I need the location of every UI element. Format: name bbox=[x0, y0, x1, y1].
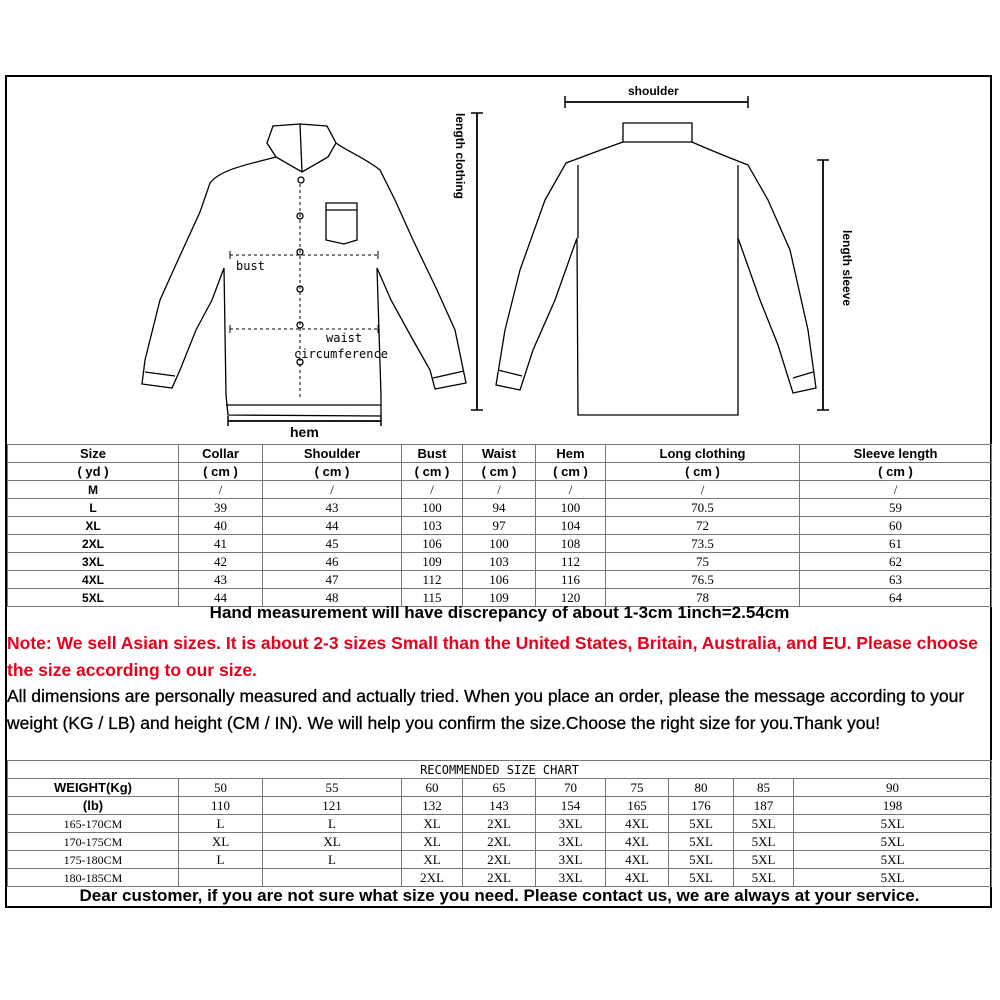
size-table bbox=[7, 444, 992, 607]
size-row bbox=[8, 553, 992, 571]
unit-cell: ( cm ) bbox=[179, 463, 263, 481]
size-value-cell: / bbox=[463, 481, 536, 499]
customer-service-footer: Dear customer, if you are not sure what size you need. Please contact us, we are always at your service. bbox=[79, 886, 920, 905]
header-long-clothing: Long clothing bbox=[606, 445, 800, 463]
shoulder-label: shoulder bbox=[628, 84, 679, 98]
recommended-cell: 187 bbox=[734, 797, 794, 815]
size-table-unit-row bbox=[8, 463, 992, 481]
recommended-cell: 5XL bbox=[734, 869, 794, 887]
size-value-cell: 64 bbox=[800, 589, 992, 607]
recommended-row-label: 180-185CM bbox=[8, 869, 179, 887]
recommended-row bbox=[8, 833, 992, 851]
size-value-cell: 104 bbox=[536, 517, 606, 535]
recommended-cell: 132 bbox=[402, 797, 463, 815]
hem-label: hem bbox=[290, 424, 319, 440]
header-sleeve-length: Sleeve length bbox=[800, 445, 992, 463]
size-value-cell: 97 bbox=[463, 517, 536, 535]
bust-label: bust bbox=[236, 259, 265, 273]
size-value-cell: 100 bbox=[463, 535, 536, 553]
size-table-header-row bbox=[8, 445, 992, 463]
recommended-row bbox=[8, 869, 992, 887]
recommended-title-row bbox=[8, 761, 992, 779]
size-row bbox=[8, 571, 992, 589]
recommended-cell: 3XL bbox=[536, 833, 606, 851]
unit-cell: ( cm ) bbox=[800, 463, 992, 481]
length-sleeve-label: length sleeve bbox=[840, 230, 854, 307]
shirt-diagrams bbox=[0, 0, 1000, 445]
size-value-cell: 61 bbox=[800, 535, 992, 553]
size-value-cell: 43 bbox=[263, 499, 402, 517]
recommended-cell: 85 bbox=[734, 779, 794, 797]
recommended-row bbox=[8, 851, 992, 869]
size-value-cell: 46 bbox=[263, 553, 402, 571]
recommended-row-label: WEIGHT(Kg) bbox=[8, 779, 179, 797]
back-measure-lines bbox=[565, 96, 829, 410]
recommended-cell: 143 bbox=[463, 797, 536, 815]
recommended-cell: 5XL bbox=[794, 815, 992, 833]
size-value-cell: 62 bbox=[800, 553, 992, 571]
recommended-cell: 176 bbox=[669, 797, 734, 815]
recommended-cell: 2XL bbox=[463, 869, 536, 887]
unit-cell: ( cm ) bbox=[606, 463, 800, 481]
header-shoulder: Shoulder bbox=[263, 445, 402, 463]
size-label-cell: M bbox=[8, 481, 179, 499]
size-value-cell: 47 bbox=[263, 571, 402, 589]
size-row bbox=[8, 535, 992, 553]
recommended-row-label: 165-170CM bbox=[8, 815, 179, 833]
size-value-cell: 109 bbox=[402, 553, 463, 571]
unit-cell: ( cm ) bbox=[263, 463, 402, 481]
size-value-cell: 76.5 bbox=[606, 571, 800, 589]
size-value-cell: / bbox=[402, 481, 463, 499]
size-value-cell: / bbox=[606, 481, 800, 499]
size-label-cell: 5XL bbox=[8, 589, 179, 607]
size-value-cell: 120 bbox=[536, 589, 606, 607]
header-hem: Hem bbox=[536, 445, 606, 463]
size-value-cell: 42 bbox=[179, 553, 263, 571]
size-value-cell: / bbox=[179, 481, 263, 499]
circumference-label: circumference bbox=[294, 347, 388, 361]
recommended-cell: 55 bbox=[263, 779, 402, 797]
recommended-cell: L bbox=[263, 851, 402, 869]
recommended-cell: 2XL bbox=[463, 851, 536, 869]
recommended-cell: 3XL bbox=[536, 869, 606, 887]
size-value-cell: 63 bbox=[800, 571, 992, 589]
recommended-cell: XL bbox=[402, 833, 463, 851]
size-label-cell: 2XL bbox=[8, 535, 179, 553]
unit-cell: ( cm ) bbox=[536, 463, 606, 481]
size-value-cell: 75 bbox=[606, 553, 800, 571]
size-value-cell: 60 bbox=[800, 517, 992, 535]
recommended-cell: 70 bbox=[536, 779, 606, 797]
size-row bbox=[8, 481, 992, 499]
recommended-cell: 5XL bbox=[734, 833, 794, 851]
unit-cell: ( cm ) bbox=[463, 463, 536, 481]
recommended-cell: 5XL bbox=[669, 851, 734, 869]
size-label-cell: 4XL bbox=[8, 571, 179, 589]
recommended-cell: 5XL bbox=[669, 815, 734, 833]
size-value-cell: 100 bbox=[536, 499, 606, 517]
size-value-cell: 116 bbox=[536, 571, 606, 589]
size-label-cell: 3XL bbox=[8, 553, 179, 571]
recommended-cell: 5XL bbox=[794, 833, 992, 851]
recommended-cell: 4XL bbox=[606, 833, 669, 851]
waist-label: waist bbox=[326, 331, 363, 345]
recommended-cell: 5XL bbox=[734, 851, 794, 869]
recommended-cell: 2XL bbox=[463, 833, 536, 851]
recommended-cell: 5XL bbox=[734, 815, 794, 833]
size-value-cell: 44 bbox=[179, 589, 263, 607]
discrepancy-notice: Hand measurement will have discrepancy of about 1-3cm 1inch=2.54cm bbox=[209, 603, 790, 622]
recommended-cell: L bbox=[263, 815, 402, 833]
recommended-cell: 50 bbox=[179, 779, 263, 797]
recommended-cell: 75 bbox=[606, 779, 669, 797]
recommended-row bbox=[8, 779, 992, 797]
recommended-cell: 3XL bbox=[536, 815, 606, 833]
size-value-cell: 115 bbox=[402, 589, 463, 607]
size-value-cell: 100 bbox=[402, 499, 463, 517]
recommended-row-label: 175-180CM bbox=[8, 851, 179, 869]
recommended-cell: 2XL bbox=[402, 869, 463, 887]
recommended-cell: 198 bbox=[794, 797, 992, 815]
recommended-cell: L bbox=[179, 851, 263, 869]
unit-cell: ( cm ) bbox=[402, 463, 463, 481]
size-value-cell: / bbox=[536, 481, 606, 499]
recommended-title: RECOMMENDED SIZE CHART bbox=[8, 761, 992, 779]
size-label-cell: XL bbox=[8, 517, 179, 535]
size-value-cell: 108 bbox=[536, 535, 606, 553]
header-collar: Collar bbox=[179, 445, 263, 463]
recommended-cell: 154 bbox=[536, 797, 606, 815]
recommended-cell: 5XL bbox=[794, 869, 992, 887]
front-shirt-drawing bbox=[142, 124, 466, 416]
size-value-cell: 103 bbox=[463, 553, 536, 571]
recommended-cell: 2XL bbox=[463, 815, 536, 833]
size-row bbox=[8, 499, 992, 517]
unit-cell: ( yd ) bbox=[8, 463, 179, 481]
recommended-row-label: (lb) bbox=[8, 797, 179, 815]
recommended-cell: 121 bbox=[263, 797, 402, 815]
recommended-cell: 90 bbox=[794, 779, 992, 797]
size-value-cell: 59 bbox=[800, 499, 992, 517]
header-waist: Waist bbox=[463, 445, 536, 463]
size-value-cell: 44 bbox=[263, 517, 402, 535]
size-value-cell: 45 bbox=[263, 535, 402, 553]
recommended-cell bbox=[263, 869, 402, 887]
recommended-row bbox=[8, 797, 992, 815]
recommended-table-body bbox=[8, 779, 992, 887]
size-value-cell: 112 bbox=[402, 571, 463, 589]
asian-size-note: Note: We sell Asian sizes. It is about 2-3 sizes Small than the United States, Britain, Australia, and EU. Please choose the size according to our size. bbox=[7, 633, 978, 680]
recommended-cell: 80 bbox=[669, 779, 734, 797]
size-value-cell: 78 bbox=[606, 589, 800, 607]
recommended-cell: L bbox=[179, 815, 263, 833]
size-value-cell: 103 bbox=[402, 517, 463, 535]
recommended-cell: 4XL bbox=[606, 815, 669, 833]
size-value-cell: 48 bbox=[263, 589, 402, 607]
header-bust: Bust bbox=[402, 445, 463, 463]
size-row bbox=[8, 517, 992, 535]
recommended-row-label: 170-175CM bbox=[8, 833, 179, 851]
recommended-size-table bbox=[7, 760, 992, 887]
size-value-cell: 40 bbox=[179, 517, 263, 535]
size-value-cell: 43 bbox=[179, 571, 263, 589]
size-value-cell: / bbox=[263, 481, 402, 499]
recommended-cell: XL bbox=[402, 815, 463, 833]
size-value-cell: 41 bbox=[179, 535, 263, 553]
size-value-cell: 106 bbox=[463, 571, 536, 589]
recommended-cell: 5XL bbox=[794, 851, 992, 869]
size-value-cell: 112 bbox=[536, 553, 606, 571]
recommended-cell: XL bbox=[179, 833, 263, 851]
size-value-cell: 73.5 bbox=[606, 535, 800, 553]
recommended-cell: 165 bbox=[606, 797, 669, 815]
dimensions-message: All dimensions are personally measured and actually tried. When you place an order, please the message according to your weight (KG / LB) and height (CM / IN). We will help you confirm the size.Choose the right size for you.Thank you! bbox=[7, 686, 965, 733]
recommended-row bbox=[8, 815, 992, 833]
recommended-cell: 5XL bbox=[669, 833, 734, 851]
recommended-cell: XL bbox=[263, 833, 402, 851]
recommended-cell: 65 bbox=[463, 779, 536, 797]
size-value-cell: 70.5 bbox=[606, 499, 800, 517]
back-shirt-drawing bbox=[496, 123, 816, 415]
size-value-cell: 72 bbox=[606, 517, 800, 535]
recommended-cell: 3XL bbox=[536, 851, 606, 869]
recommended-cell bbox=[179, 869, 263, 887]
recommended-cell: 60 bbox=[402, 779, 463, 797]
recommended-cell: XL bbox=[402, 851, 463, 869]
recommended-cell: 4XL bbox=[606, 869, 669, 887]
recommended-cell: 5XL bbox=[669, 869, 734, 887]
size-value-cell: / bbox=[800, 481, 992, 499]
recommended-cell: 110 bbox=[179, 797, 263, 815]
size-value-cell: 106 bbox=[402, 535, 463, 553]
size-label-cell: L bbox=[8, 499, 179, 517]
length-clothing-label: length clothing bbox=[453, 113, 467, 199]
size-value-cell: 39 bbox=[179, 499, 263, 517]
recommended-cell: 4XL bbox=[606, 851, 669, 869]
header-size: Size bbox=[8, 445, 179, 463]
size-value-cell: 94 bbox=[463, 499, 536, 517]
size-table-body bbox=[8, 481, 992, 607]
size-value-cell: 109 bbox=[463, 589, 536, 607]
